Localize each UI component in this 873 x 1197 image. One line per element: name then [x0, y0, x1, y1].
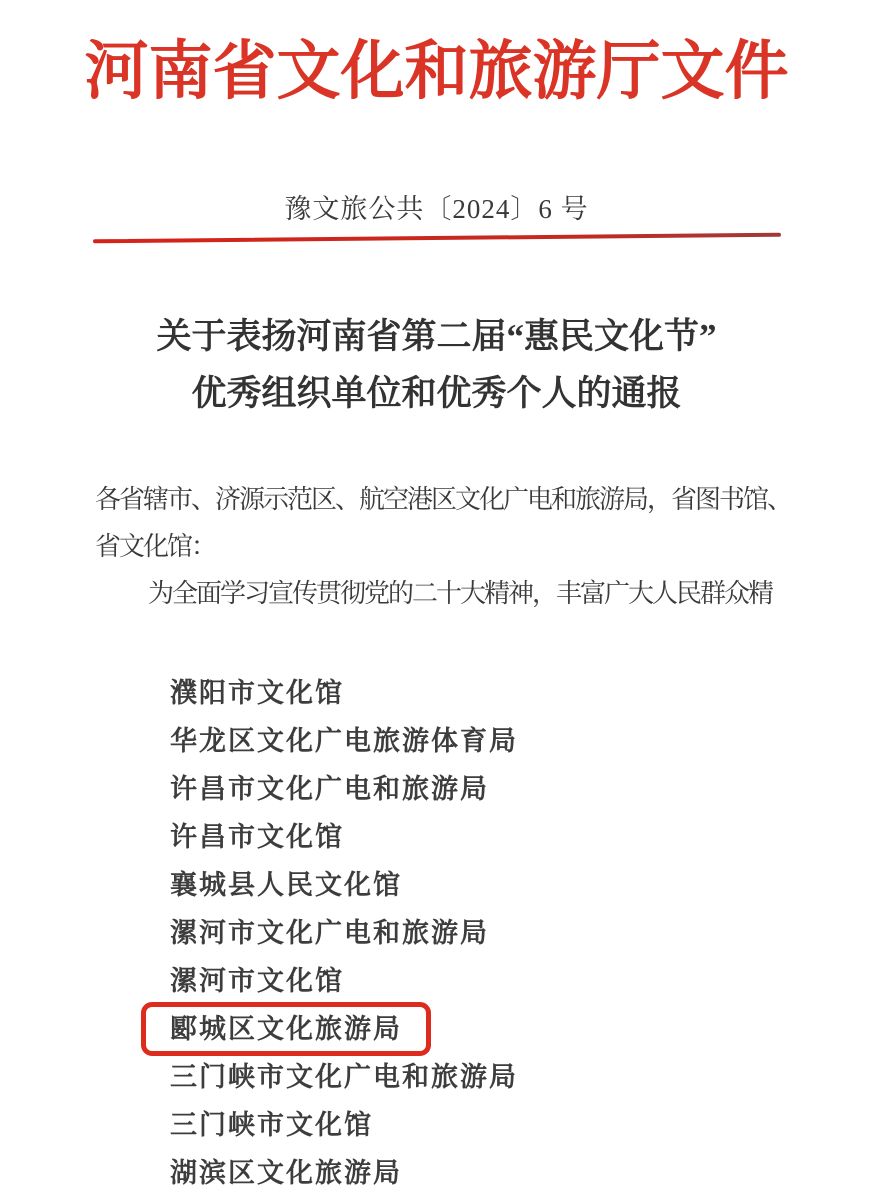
list-item: 濮阳市文化馆 — [170, 678, 344, 708]
salutation-line-2: 省文化馆： — [95, 532, 216, 561]
commended-units-list — [0, 669, 873, 1197]
highlighted-unit-name: 郾城区文化旅游局 — [170, 1014, 402, 1044]
salutation-line-1: 各省辖市、济源示范区、航空港区文化广电和旅游局，省图书馆、 — [95, 485, 792, 514]
document-body — [0, 476, 873, 617]
body-paragraph: 为全面学习宣传贯彻党的二十大精神，丰富广大人民群众精 — [148, 579, 773, 608]
list-item: 许昌市文化馆 — [170, 822, 344, 852]
list-item: 襄城县人民文化馆 — [170, 870, 402, 900]
list-item-highlighted — [170, 1005, 873, 1053]
document-header-title: 河南省文化和旅游厅文件 — [84, 36, 789, 107]
red-divider-line — [92, 233, 780, 244]
list-item: 漯河市文化广电和旅游局 — [170, 918, 489, 948]
list-item: 华龙区文化广电旅游体育局 — [170, 726, 518, 756]
list-item: 漯河市文化馆 — [170, 966, 344, 996]
list-item: 湖滨区文化旅游局 — [170, 1158, 402, 1188]
document-title-line-1: 关于表扬河南省第二届“惠民文化节” — [156, 317, 717, 356]
list-item: 三门峡市文化广电和旅游局 — [170, 1062, 518, 1092]
list-item: 许昌市文化广电和旅游局 — [170, 774, 489, 804]
document-number: 豫文旅公共〔2024〕6 号 — [284, 194, 589, 224]
document-title-line-2: 优秀组织单位和优秀个人的通报 — [191, 374, 682, 413]
document-page — [0, 22, 873, 1186]
list-item: 三门峡市文化馆 — [170, 1110, 373, 1140]
red-highlight-box — [141, 1002, 431, 1056]
document-title — [0, 308, 873, 422]
